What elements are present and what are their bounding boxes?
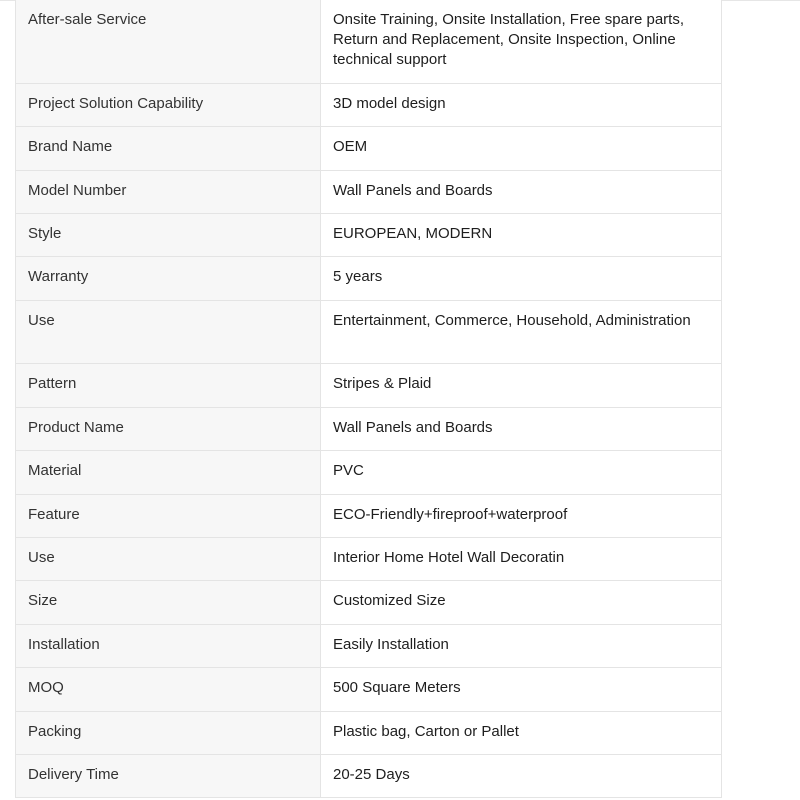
table-row xyxy=(16,0,722,83)
spec-value: Interior Home Hotel Wall Decoratin xyxy=(321,537,722,580)
spec-key: Feature xyxy=(16,494,321,537)
spec-value: Onsite Training, Onsite Installation, Free spare parts, Return and Replacement, Onsite Inspection, Online technical support xyxy=(321,0,722,83)
spec-key: After-sale Service xyxy=(16,0,321,83)
spec-value: Stripes & Plaid xyxy=(321,363,722,407)
spec-value: 5 years xyxy=(321,256,722,300)
table-row xyxy=(16,537,722,580)
spec-key: Project Solution Capability xyxy=(16,83,321,126)
table-row xyxy=(16,256,722,300)
table-row xyxy=(16,667,722,711)
table-row xyxy=(16,494,722,537)
table-row xyxy=(16,711,722,754)
spec-key: Style xyxy=(16,213,321,256)
table-row xyxy=(16,363,722,407)
spec-key: Brand Name xyxy=(16,126,321,170)
table-row xyxy=(16,580,722,624)
spec-key: Model Number xyxy=(16,170,321,213)
spec-value: Easily Installation xyxy=(321,624,722,667)
table-row xyxy=(16,407,722,450)
table-row xyxy=(16,170,722,213)
table-row xyxy=(16,754,722,797)
table-row xyxy=(16,126,722,170)
spec-key: Warranty xyxy=(16,256,321,300)
spec-value: OEM xyxy=(321,126,722,170)
spec-value: Wall Panels and Boards xyxy=(321,170,722,213)
spec-value: Wall Panels and Boards xyxy=(321,407,722,450)
table-row xyxy=(16,83,722,126)
spec-key: Installation xyxy=(16,624,321,667)
spec-key: Packing xyxy=(16,711,321,754)
spec-key: Size xyxy=(16,580,321,624)
spec-key: Use xyxy=(16,300,321,363)
spec-key: Use xyxy=(16,537,321,580)
spec-value: 20-25 Days xyxy=(321,754,722,797)
spec-value: 500 Square Meters xyxy=(321,667,722,711)
spec-key: Pattern xyxy=(16,363,321,407)
spec-key: Delivery Time xyxy=(16,754,321,797)
spec-value: Customized Size xyxy=(321,580,722,624)
spec-value: ECO-Friendly+fireproof+waterproof xyxy=(321,494,722,537)
spec-value: EUROPEAN, MODERN xyxy=(321,213,722,256)
product-specifications-table xyxy=(15,0,722,798)
table-row xyxy=(16,450,722,494)
spec-value: PVC xyxy=(321,450,722,494)
spec-key: MOQ xyxy=(16,667,321,711)
spec-value: Plastic bag, Carton or Pallet xyxy=(321,711,722,754)
spec-key: Product Name xyxy=(16,407,321,450)
table-row xyxy=(16,213,722,256)
table-row xyxy=(16,300,722,363)
spec-key: Material xyxy=(16,450,321,494)
table-row xyxy=(16,624,722,667)
spec-value: 3D model design xyxy=(321,83,722,126)
spec-value: Entertainment, Commerce, Household, Administration xyxy=(321,300,722,363)
